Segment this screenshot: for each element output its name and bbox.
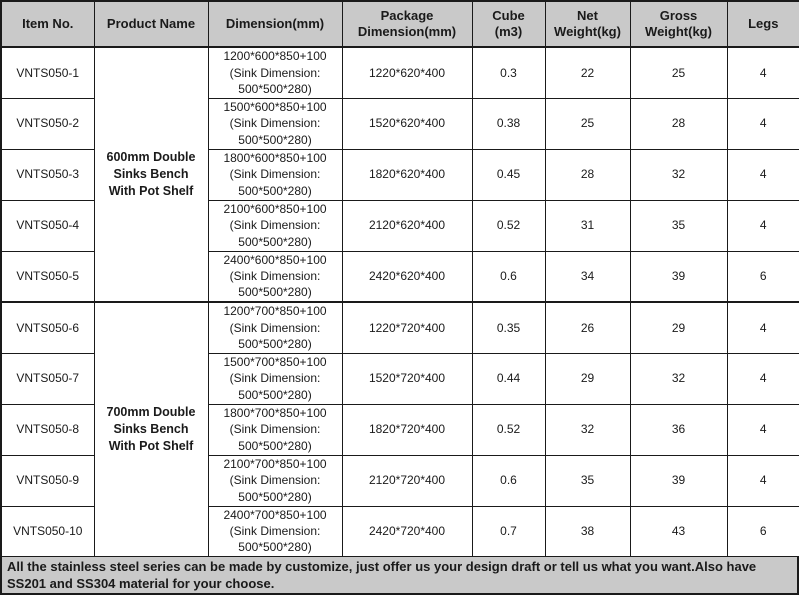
net-weight-cell: 25 — [545, 98, 630, 149]
product-name-line: 700mm Double — [106, 405, 196, 419]
header-gross-weight-line-1: Gross — [659, 8, 698, 23]
package-dimension-cell: 2120*720*400 — [342, 455, 472, 506]
header-gross-weight — [630, 1, 727, 47]
table-header — [1, 1, 799, 47]
dimension-cell — [208, 353, 342, 404]
product-name-line: Sinks Bench — [113, 167, 189, 181]
header-package-dimension-line-2: Dimension(mm) — [357, 24, 457, 39]
dimension-cell — [208, 302, 342, 353]
header-gross-weight-line-2: Weight(kg) — [645, 24, 712, 39]
net-weight-cell: 38 — [545, 506, 630, 557]
item-no-cell: VNTS050-3 — [1, 149, 94, 200]
item-no-cell: VNTS050-5 — [1, 251, 94, 302]
footer-note: All the stainless steel series can be made by customize, just offer us your design draft or tell us what you want.Also have SS201 and SS304 material for your choose. — [0, 556, 799, 595]
dimension-cell — [208, 47, 342, 98]
dimension-line: 2400*700*850+100 — [223, 507, 327, 522]
dimension-line: 500*500*280) — [238, 336, 312, 351]
dimension-line: 1500*700*850+100 — [223, 355, 327, 370]
header-dimension: Dimension(mm) — [208, 1, 342, 47]
header-row — [1, 1, 799, 47]
header-net-weight-line-2: Weight(kg) — [554, 24, 621, 39]
legs-cell: 6 — [727, 506, 799, 557]
dimension-line: (Sink Dimension: — [229, 65, 321, 80]
header-legs: Legs — [727, 1, 799, 47]
table-row — [1, 47, 799, 98]
net-weight-cell: 34 — [545, 251, 630, 302]
cube-cell: 0.6 — [472, 455, 545, 506]
table-row — [1, 302, 799, 353]
item-no-cell: VNTS050-9 — [1, 455, 94, 506]
item-no-cell: VNTS050-7 — [1, 353, 94, 404]
header-cube-line-2: (m3) — [494, 24, 523, 39]
net-weight-cell: 22 — [545, 47, 630, 98]
package-dimension-cell: 1520*720*400 — [342, 353, 472, 404]
legs-cell: 4 — [727, 404, 799, 455]
cube-cell: 0.3 — [472, 47, 545, 98]
dimension-cell — [208, 149, 342, 200]
cube-cell: 0.52 — [472, 404, 545, 455]
dimension-line: (Sink Dimension: — [229, 422, 321, 437]
dimension-cell — [208, 98, 342, 149]
dimension-line: (Sink Dimension: — [229, 116, 321, 131]
net-weight-cell: 32 — [545, 404, 630, 455]
package-dimension-cell: 1520*620*400 — [342, 98, 472, 149]
legs-cell: 4 — [727, 47, 799, 98]
dimension-line: (Sink Dimension: — [229, 473, 321, 488]
gross-weight-cell: 43 — [630, 506, 727, 557]
gross-weight-cell: 25 — [630, 47, 727, 98]
product-name-line: With Pot Shelf — [108, 184, 194, 198]
gross-weight-cell: 39 — [630, 455, 727, 506]
cube-cell: 0.38 — [472, 98, 545, 149]
package-dimension-cell: 2420*720*400 — [342, 506, 472, 557]
gross-weight-cell: 36 — [630, 404, 727, 455]
dimension-line: (Sink Dimension: — [229, 167, 321, 182]
dimension-line: 500*500*280) — [238, 438, 312, 453]
cube-cell: 0.35 — [472, 302, 545, 353]
header-net-weight-line-1: Net — [577, 8, 598, 23]
dimension-cell — [208, 200, 342, 251]
package-dimension-cell: 2120*620*400 — [342, 200, 472, 251]
gross-weight-cell: 29 — [630, 302, 727, 353]
net-weight-cell: 28 — [545, 149, 630, 200]
cube-cell: 0.7 — [472, 506, 545, 557]
dimension-line: 1200*600*850+100 — [223, 49, 327, 64]
net-weight-cell: 26 — [545, 302, 630, 353]
cube-cell: 0.44 — [472, 353, 545, 404]
header-package-dimension — [342, 1, 472, 47]
dimension-cell — [208, 251, 342, 302]
item-no-cell: VNTS050-10 — [1, 506, 94, 557]
header-cube-line-1: Cube — [492, 8, 525, 23]
dimension-line: (Sink Dimension: — [229, 218, 321, 233]
dimension-line: 1200*700*850+100 — [223, 304, 327, 319]
header-cube — [472, 1, 545, 47]
dimension-line: (Sink Dimension: — [229, 371, 321, 386]
dimension-cell — [208, 404, 342, 455]
header-net-weight — [545, 1, 630, 47]
package-dimension-cell: 1820*620*400 — [342, 149, 472, 200]
package-dimension-cell: 2420*620*400 — [342, 251, 472, 302]
dimension-line: 500*500*280) — [238, 489, 312, 504]
cube-cell: 0.45 — [472, 149, 545, 200]
product-name-line: Sinks Bench — [113, 422, 189, 436]
cube-cell: 0.52 — [472, 200, 545, 251]
package-dimension-cell: 1820*720*400 — [342, 404, 472, 455]
gross-weight-cell: 28 — [630, 98, 727, 149]
table-body — [1, 47, 799, 557]
dimension-line: (Sink Dimension: — [229, 269, 321, 284]
dimension-cell — [208, 506, 342, 557]
dimension-line: (Sink Dimension: — [229, 320, 321, 335]
package-dimension-cell: 1220*720*400 — [342, 302, 472, 353]
item-no-cell: VNTS050-6 — [1, 302, 94, 353]
package-dimension-cell: 1220*620*400 — [342, 47, 472, 98]
gross-weight-cell: 35 — [630, 200, 727, 251]
header-item-no: Item No. — [1, 1, 94, 47]
gross-weight-cell: 32 — [630, 149, 727, 200]
dimension-line: 500*500*280) — [238, 183, 312, 198]
dimension-line: 1500*600*850+100 — [223, 100, 327, 115]
item-no-cell: VNTS050-8 — [1, 404, 94, 455]
legs-cell: 4 — [727, 149, 799, 200]
product-name-cell — [94, 302, 208, 557]
dimension-line: 500*500*280) — [238, 81, 312, 96]
legs-cell: 4 — [727, 200, 799, 251]
dimension-line: 2100*700*850+100 — [223, 457, 327, 472]
gross-weight-cell: 32 — [630, 353, 727, 404]
dimension-line: 500*500*280) — [238, 540, 312, 555]
dimension-line: 1800*700*850+100 — [223, 406, 327, 421]
legs-cell: 4 — [727, 353, 799, 404]
gross-weight-cell: 39 — [630, 251, 727, 302]
net-weight-cell: 31 — [545, 200, 630, 251]
item-no-cell: VNTS050-4 — [1, 200, 94, 251]
item-no-cell: VNTS050-2 — [1, 98, 94, 149]
dimension-line: 500*500*280) — [238, 387, 312, 402]
dimension-line: 500*500*280) — [238, 234, 312, 249]
dimension-line: 1800*600*850+100 — [223, 151, 327, 166]
dimension-line: 2400*600*850+100 — [223, 252, 327, 267]
net-weight-cell: 29 — [545, 353, 630, 404]
net-weight-cell: 35 — [545, 455, 630, 506]
dimension-line: 500*500*280) — [238, 285, 312, 300]
dimension-cell — [208, 455, 342, 506]
legs-cell: 4 — [727, 98, 799, 149]
product-name-cell — [94, 47, 208, 302]
legs-cell: 4 — [727, 455, 799, 506]
dimension-line: 2100*600*850+100 — [223, 202, 327, 217]
header-product-name: Product Name — [94, 1, 208, 47]
header-package-dimension-line-1: Package — [380, 8, 434, 23]
legs-cell: 4 — [727, 302, 799, 353]
dimension-line: 500*500*280) — [238, 132, 312, 147]
item-no-cell: VNTS050-1 — [1, 47, 94, 98]
product-name-line: With Pot Shelf — [108, 439, 194, 453]
dimension-line: (Sink Dimension: — [229, 524, 321, 539]
legs-cell: 6 — [727, 251, 799, 302]
product-name-line: 600mm Double — [106, 150, 196, 164]
cube-cell: 0.6 — [472, 251, 545, 302]
